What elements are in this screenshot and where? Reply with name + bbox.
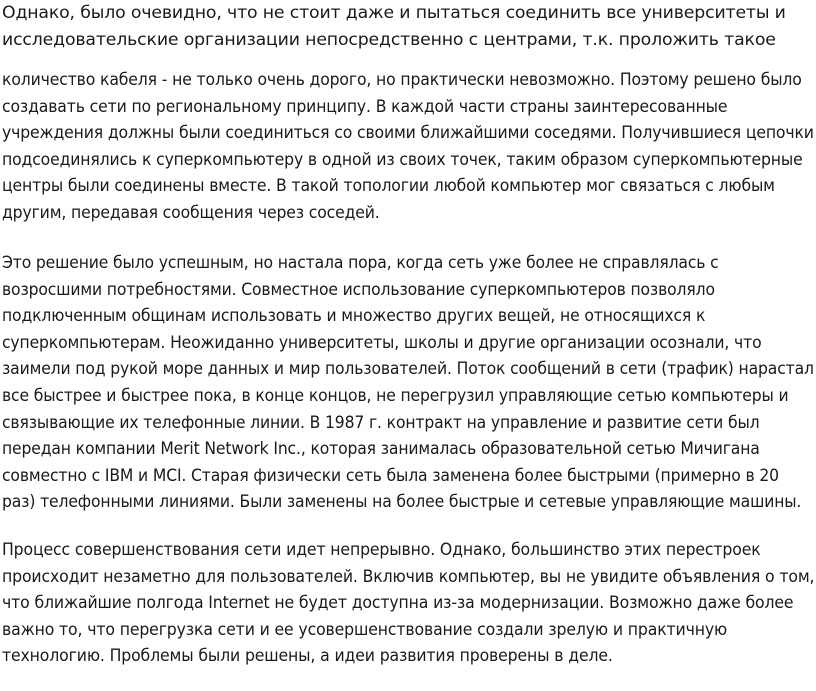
text-line: Это решение было успешным, но настала пора, когда сеть уже более не справлялась с (2, 253, 719, 273)
paragraph-2 (2, 67, 816, 227)
text-line: все быстрее и быстрее пока, в конце концов, не перегрузил управляющие сетью компьютеры и (2, 385, 789, 406)
text-line: возросшими потребностями. Совместное использование суперкомпьютеров позволяло (2, 279, 715, 300)
text-line: технологию. Проблемы были решены, а идеи развития проверены в деле. (2, 646, 613, 667)
text-line: передан компании Merit Network Inc., которая занималась образовательной сетью Мичигана (2, 439, 760, 460)
text-line: Процесс совершенствования сети идет непрерывно. Однако, большинство этих перестроек (2, 540, 761, 560)
text-line: совместно с IBM и MCI. Старая физически сеть была заменена более быстрыми (примерно в 20 (2, 465, 779, 486)
paragraph-4 (2, 537, 816, 670)
text-line: важно то, что перегрузка сети и ее усовершенствование создали зрелую и практичную (2, 619, 728, 640)
text-line: создавать сети по региональному принципу. В каждой части страны заинтересованные (2, 96, 728, 117)
text-line: исследовательские организации непосредственно с центрами, т.к. проложить такое (2, 29, 776, 50)
text-line: другим, передавая сообщения через соседей. (2, 202, 380, 223)
text-line: раз) телефонными линиями. Были заменены на более быстрые и сетевые управляющие машины. (2, 492, 802, 513)
paragraph-3 (2, 250, 816, 516)
text-line: центры были соединены вместе. В такой топологии любой компьютер мог связаться с любым (2, 176, 775, 197)
text-line: подключенным общинам использовать и множество других вещей, не относящихся к (2, 306, 706, 327)
text-line: происходит незаметно для пользователей. Включив компьютер, вы не увидите объявления о том, (2, 566, 815, 587)
text-line: количество кабеля - не только очень дорого, но практически невозможно. Поэтому решено было (2, 70, 802, 90)
text-line: учреждения должны были соединиться со своими ближайшими соседями. Получившиеся цепочки (2, 123, 814, 144)
text-line: суперкомпьютерам. Неожиданно университеты, школы и другие организации осознали, что (2, 332, 762, 353)
paragraph-1 (2, 0, 786, 53)
text-line: подсоединялись к суперкомпьютеру в одной из своих точек, таким образом суперкомпьютерные (2, 149, 803, 170)
text-line: Однако, было очевидно, что не стоит даже и пытаться соединить все университеты и (2, 3, 786, 23)
text-line: заимели под рукой море данных и мир пользователей. Поток сообщений в сети (трафик) нарастал (2, 359, 814, 380)
text-line: что ближайшие полгода Internet не будет доступна из-за модернизации. Возможно даже более (2, 593, 794, 614)
text-line: связывающие их телефонные линии. В 1987 г. контракт на управление и развитие сети был (2, 412, 760, 433)
